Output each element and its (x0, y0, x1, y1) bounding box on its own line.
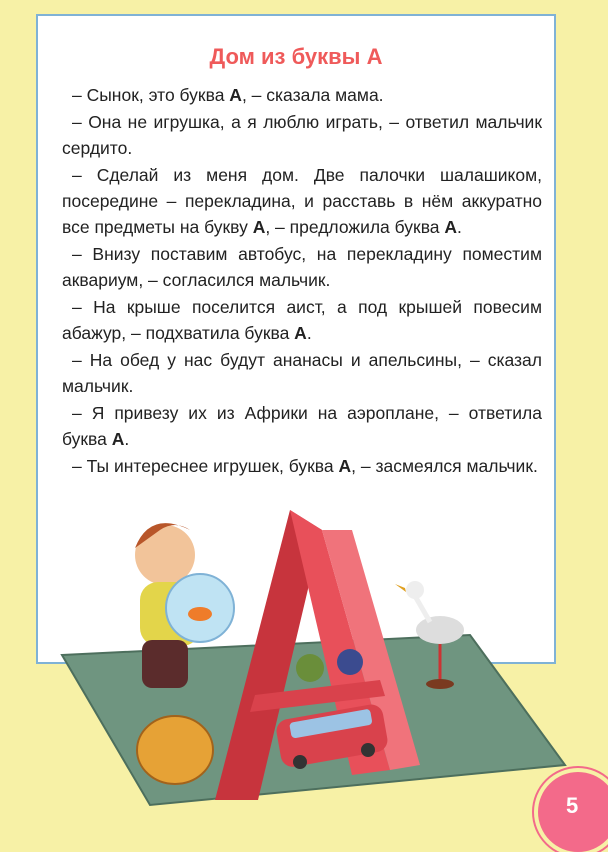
boy-pants (142, 640, 188, 688)
paragraph: – Сынок, это буква А, – сказала мама. (72, 85, 384, 105)
page-number: 5 (566, 793, 579, 818)
paragraph: – Она не игрушка, а я люблю играть, – ответил мальчик сердито. (62, 112, 542, 158)
paragraph: – Я привезу их из Африки на аэроплане, – ответила буква А. (62, 403, 542, 449)
paragraph: – На обед у нас будут ананасы и апельсины, – сказал мальчик. (62, 350, 542, 396)
story-text (62, 82, 542, 479)
glass-ball (337, 649, 363, 675)
paragraph: – Ты интереснее игрушек, буква А, – засмеялся мальчик. (72, 456, 538, 476)
page-title: Дом из буквы А (209, 44, 383, 69)
paragraph: – Внизу поставим автобус, на перекладину поместим аквариум, – согласился мальчик. (62, 244, 542, 290)
lampshade (137, 716, 213, 784)
paragraph: – На крыше поселится аист, а под крышей повесим абажур, – подхватила буква А. (62, 297, 542, 343)
illustration (0, 500, 608, 825)
turtle-shell (296, 654, 324, 682)
paragraph: – Сделай из меня дом. Две палочки шалашиком, посередине – перекладина, и расставь в нём аккуратно все предметы на букву А, – предложила буква А. (62, 165, 542, 237)
stork-body (416, 616, 464, 644)
